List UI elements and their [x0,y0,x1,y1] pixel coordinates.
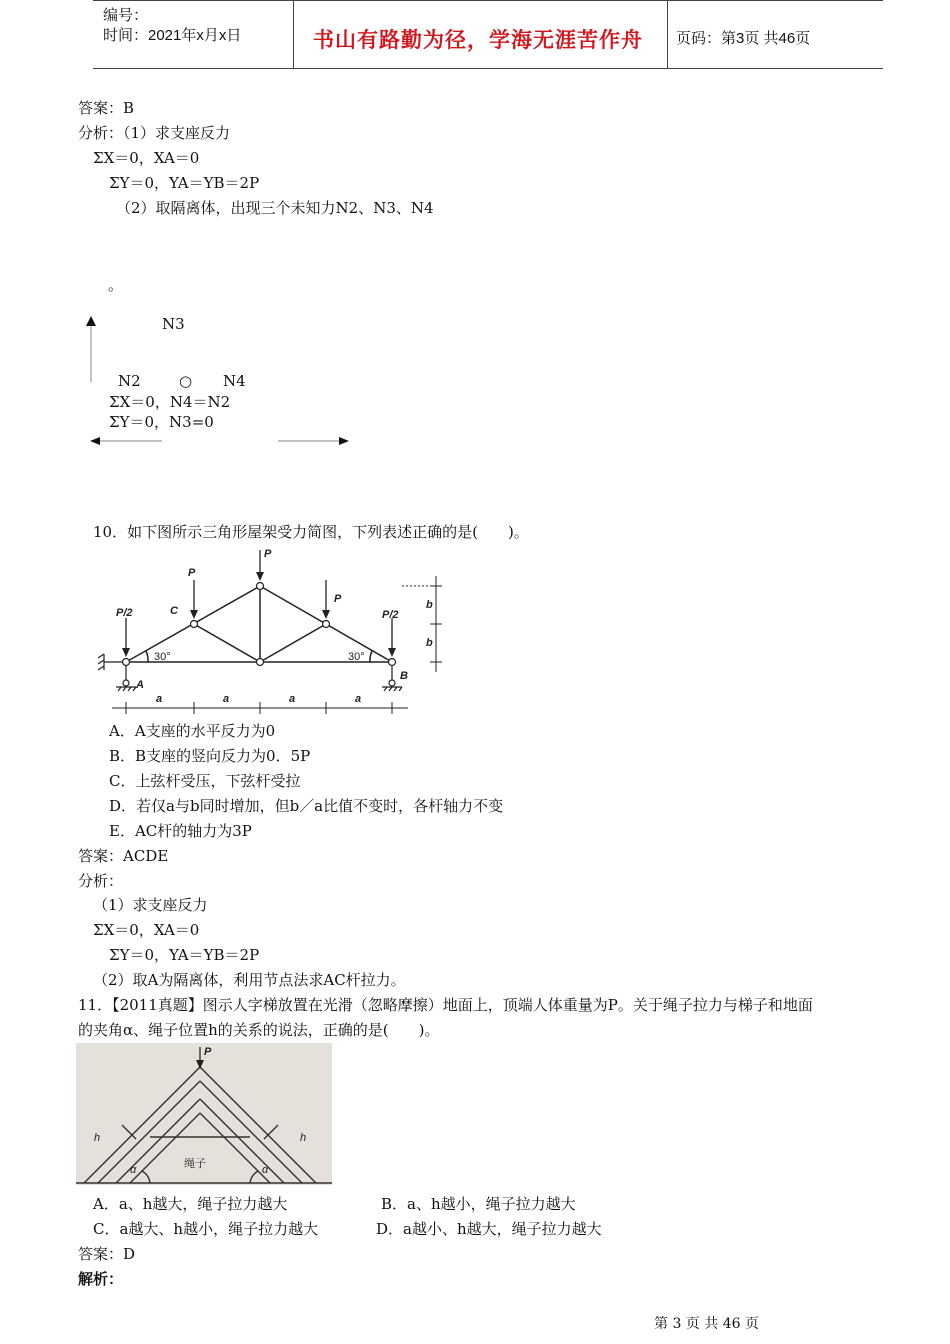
q11-option: C．a越大、h越小，绳子拉力越大 [93,1220,319,1238]
q10-equation: ΣX＝0，XA＝0 [93,921,200,939]
q10-equation: ΣY＝0，YA＝YB＝2P [109,946,260,964]
footer-page-number: 第 3 页 共 46 页 [654,1316,759,1332]
q10-analysis-title: 分析： [78,872,124,890]
q11-stem: 的夹角α、绳子位置h的关系的说法，正确的是( )。 [78,1021,440,1039]
truss-angle-label: 30° [154,651,171,663]
q11-option: A．a、h越大，绳子拉力越大 [93,1195,288,1213]
q10-stem: 10．如下图所示三角形屋架受力简图，下列表述正确的是( )。 [93,523,529,541]
header-top-rule [93,0,883,1]
q9-dot: 。 [108,276,124,294]
header-divider [667,0,668,68]
q11-option: B．a、h越小，绳子拉力越大 [381,1195,576,1213]
truss-half-load-label: P/2 [116,607,133,619]
q9-equation: ΣX＝0，XA＝0 [93,149,200,167]
truss-height-label: b [426,637,433,649]
up-arrow-head [86,316,96,326]
truss-height-label: b [426,599,433,611]
q9-equation: ΣY＝0，YA＝YB＝2P [109,174,260,192]
ladder-h-label: h [300,1132,307,1144]
truss-load-label: P [188,567,196,579]
force-label-n3: N3 [162,315,185,333]
ladder-figure [76,1043,332,1185]
q10-option: C．上弦杆受压，下弦杆受拉 [109,772,301,790]
header-serial: 编号： [103,7,149,24]
q11-stem: 11．【2011真题】图示人字梯放置在光滑（忽略摩擦）地面上，顶端人体重量为P。关于绳子拉力与梯子和地面 [78,996,813,1014]
truss-support-label: A [136,679,144,691]
q10-step2: （2）取A为隔离体，利用节点法求AC杆拉力。 [93,971,406,989]
header-divider [293,0,294,68]
truss-half-load-label: P/2 [382,609,399,621]
truss-span-label: a [223,693,230,705]
ladder-angle-label: α [130,1164,137,1176]
force-label-n4: N4 [223,372,246,390]
q11-explanation-title: 解析： [78,1270,124,1288]
header-motto: 书山有路勤为径，学海无涯苦作舟 [313,27,643,52]
q10-option: E．AC杆的轴力为3P [109,822,252,840]
ladder-rope-label: 绳子 [184,1158,206,1170]
q9-equation: ΣX＝0，N4＝N2 [109,393,231,411]
truss-load-label: P [334,593,342,605]
force-label-n2: N2 [118,372,141,390]
q10-option: A．A支座的水平反力为0 [109,722,276,740]
left-arrow-head [90,437,100,445]
header-bottom-rule [93,68,883,69]
truss-angle-label: 30° [348,651,365,663]
node-symbol: ○ [179,372,193,390]
q10-option: B．B支座的竖向反力为0．5P [109,747,311,765]
q11-answer: 答案：D [78,1245,136,1263]
q10-answer: 答案：ACDE [78,847,169,865]
header-time: 时间：2021年x月x日 [103,27,242,44]
q10-option: D．若仅a与b同时增加，但b／a比值不变时，各杆轴力不变 [109,797,504,815]
q9-step2: （2）取隔离体，出现三个未知力N2、N3、N4 [116,199,434,217]
header-page-number: 页码：第3页 共46页 [676,30,811,47]
ladder-angle-label: α [262,1164,269,1176]
q10-step1: （1）求支座反力 [93,896,208,914]
ladder-h-label: h [94,1132,101,1144]
q9-equation: ΣY＝0，N3=0 [109,413,214,431]
q9-analysis-title: 分析：（1）求支座反力 [78,124,231,142]
truss-node-label: C [170,605,178,617]
q11-option: D．a越小、h越大，绳子拉力越大 [376,1220,602,1238]
truss-span-label: a [289,693,296,705]
truss-support-label: B [400,670,408,682]
truss-load-label: P [264,548,272,560]
truss-figure [76,546,456,718]
q9-answer: 答案：B [78,99,135,117]
truss-span-label: a [156,693,163,705]
ladder-load-label: P [204,1046,212,1058]
truss-span-label: a [355,693,362,705]
right-arrow-head [339,437,349,445]
